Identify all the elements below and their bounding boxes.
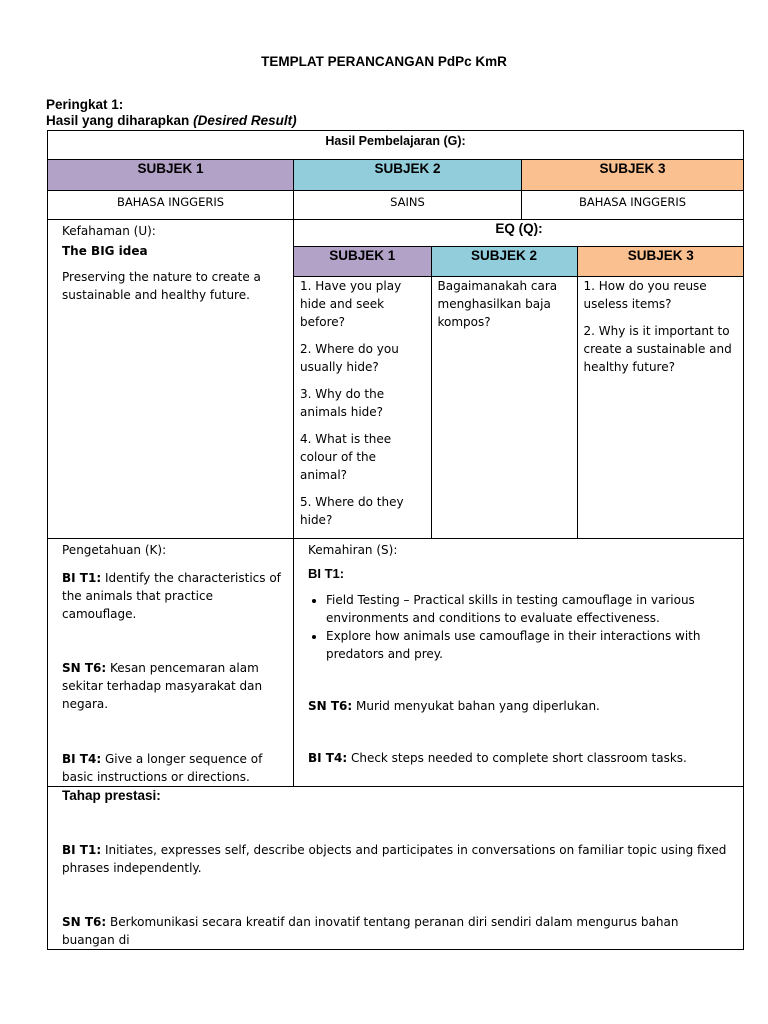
big-idea-text: Preserving the nature to create a sustainable and healthy future.: [62, 270, 261, 302]
achievement-item: SN T6: Berkomunikasi secara kreatif dan inovatif tentang peranan diri sendiri dalam mengurus bahan buangan di: [62, 915, 679, 947]
skills-bi-t1-list: [308, 591, 741, 663]
big-idea-label: The BIG idea: [62, 244, 148, 258]
subject-3-header: SUBJEK 3: [522, 160, 744, 191]
eq-subject-1-header: SUBJEK 1: [294, 247, 431, 277]
subject-1-header: SUBJEK 1: [48, 160, 294, 191]
skills-bi-t1-heading: BI T1:: [308, 566, 345, 581]
knowledge-item: BI T1: Identify the characteristics of the animals that practice camouflage.: [62, 571, 281, 621]
eq-question: 2. Why is it important to create a sustainable and healthy future?: [583, 324, 732, 374]
eq-table: [294, 220, 744, 538]
skills-bullet: • Field Testing – Practical skills in testing camouflage in various environments and conditions to evaluate effectiveness.: [326, 591, 741, 627]
level-heading: [46, 97, 297, 129]
subject-1-name: BAHASA INGGERIS: [48, 191, 294, 220]
eq-question: 5. Where do they hide?: [300, 495, 404, 527]
achievement-item: BI T1: Initiates, expresses self, describe objects and participates in conversations on familiar topic using fixed phrases independently.: [62, 843, 727, 875]
knowledge-cell: [48, 539, 294, 787]
understanding-label: Kefahaman (U):: [62, 224, 156, 238]
learning-outcome-title: Hasil Pembelajaran (G):: [48, 131, 744, 160]
planning-table: [47, 130, 744, 950]
eq-question: 2. Where do you usually hide?: [300, 342, 399, 374]
eq-question: 1. Have you play hide and seek before?: [300, 279, 402, 329]
eq-question: Bagaimanakah cara menghasilkan baja kompos?: [437, 279, 558, 329]
skills-bullet: • Explore how animals use camouflage in their interactions with predators and prey.: [326, 627, 741, 663]
achievement-title: Tahap prestasi:: [62, 788, 161, 803]
eq-subject-2-questions: [431, 277, 577, 539]
subject-3-name: BAHASA INGGERIS: [522, 191, 744, 220]
skills-bi-t4: BI T4: Check steps needed to complete short classroom tasks.: [308, 751, 687, 765]
subject-2-header: SUBJEK 2: [294, 160, 522, 191]
eq-title: EQ (Q):: [294, 220, 744, 247]
desired-result-label: Hasil yang diharapkan (Desired Result): [46, 113, 297, 128]
document-title: TEMPLAT PERANCANGAN PdPc KmR: [261, 54, 507, 69]
knowledge-label: Pengetahuan (K):: [62, 543, 167, 557]
knowledge-item: SN T6: Kesan pencemaran alam sekitar terhadap masyarakat dan negara.: [62, 661, 263, 711]
achievement-cell: [48, 787, 744, 950]
skills-label: Kemahiran (S):: [308, 543, 398, 557]
eq-subject-1-questions: [294, 277, 431, 539]
eq-subject-3-header: SUBJEK 3: [577, 247, 744, 277]
eq-cell: [294, 220, 744, 539]
understanding-cell: [48, 220, 294, 539]
subject-2-name: SAINS: [294, 191, 522, 220]
eq-subject-2-header: SUBJEK 2: [431, 247, 577, 277]
skills-sn-t6: SN T6: Murid menyukat bahan yang diperlukan.: [308, 699, 600, 713]
skills-cell: [294, 539, 744, 787]
knowledge-item: BI T4: Give a longer sequence of basic instructions or directions.: [62, 752, 263, 784]
eq-question: 1. How do you reuse useless items?: [583, 279, 707, 311]
eq-question: 3. Why do the animals hide?: [300, 387, 385, 419]
eq-subject-3-questions: [577, 277, 744, 539]
level-label: Peringkat 1:: [46, 97, 124, 112]
eq-question: 4. What is thee colour of the animal?: [300, 432, 392, 482]
